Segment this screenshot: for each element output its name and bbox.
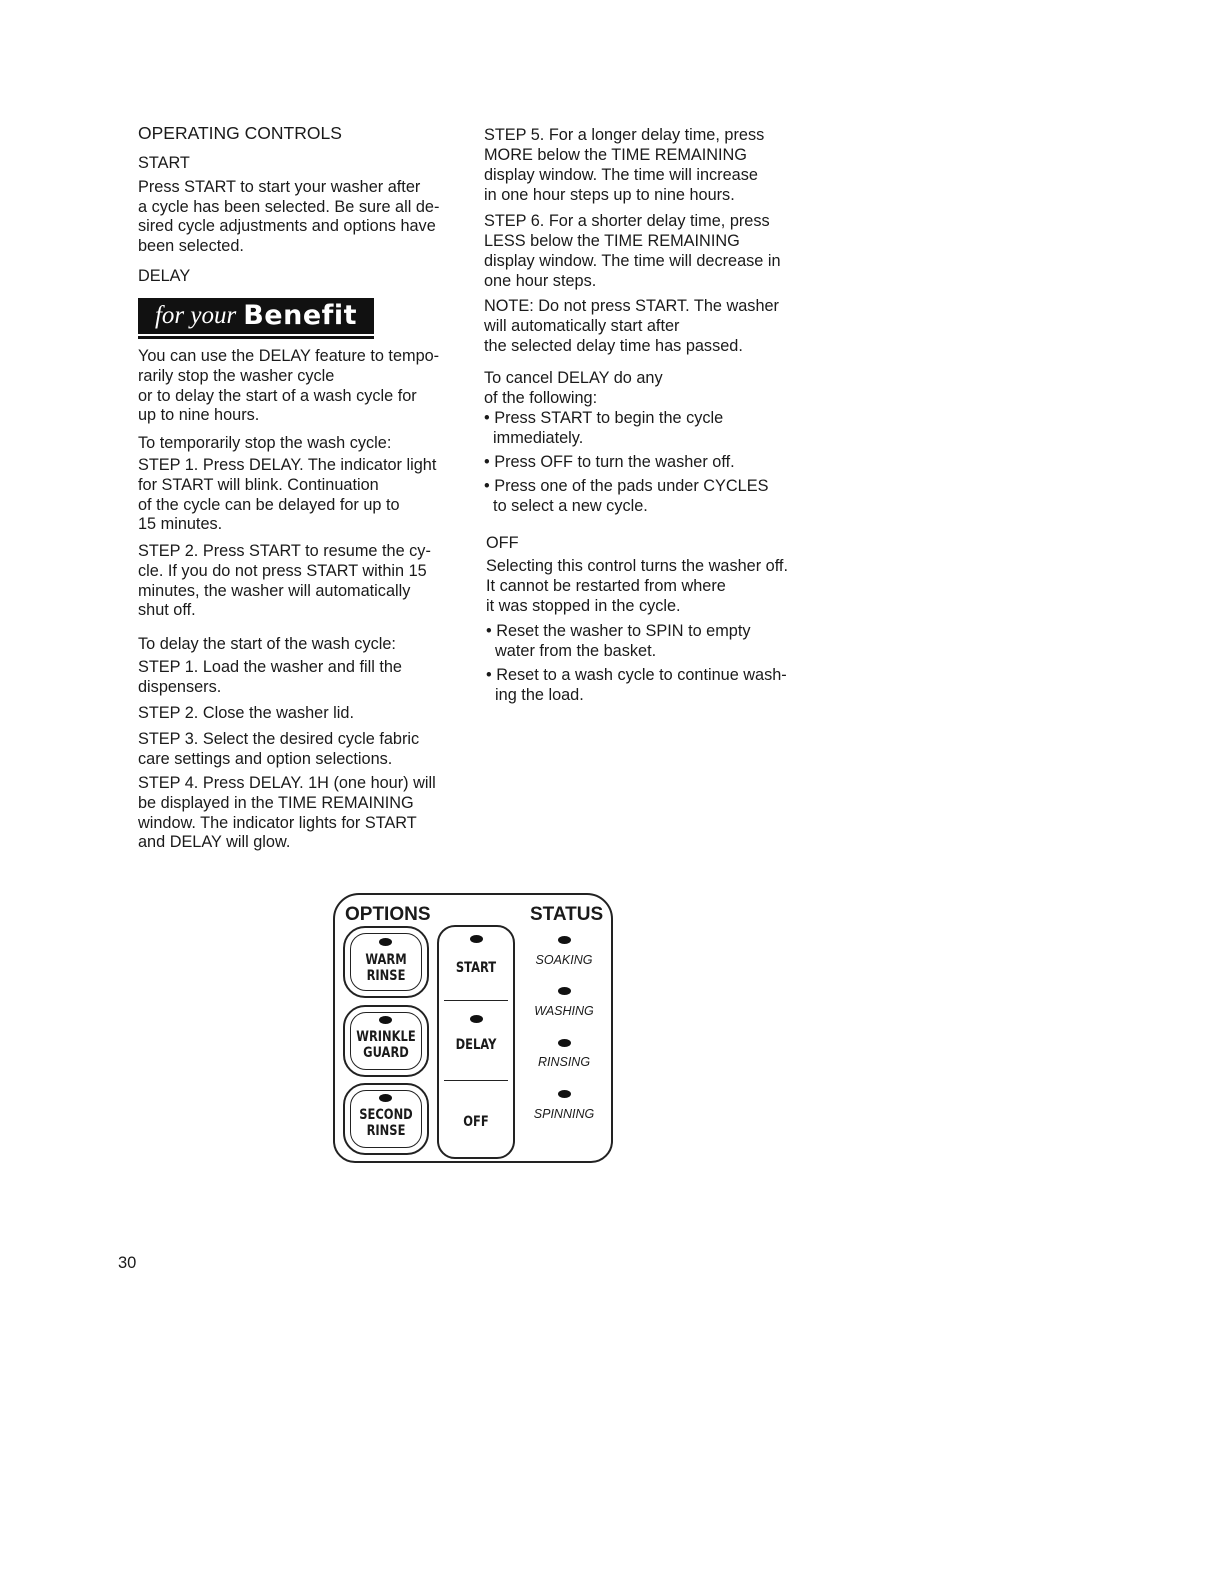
paragraph-line: it was stopped in the cycle. — [486, 597, 681, 615]
bullet-item: • Press one of the pads under CYCLES — [484, 477, 769, 495]
note-line: NOTE: Do not press START. The washer — [484, 297, 779, 315]
paragraph-line: Selecting this control turns the washer off. — [486, 557, 788, 575]
start-title: START — [138, 154, 190, 172]
paragraph-line: be displayed in the TIME REMAINING — [138, 794, 414, 812]
page-number: 30 — [118, 1254, 137, 1272]
bullet-item: • Reset to a wash cycle to continue wash- — [486, 666, 787, 684]
status-soaking: SOAKING — [535, 953, 593, 967]
paragraph-line: one hour steps. — [484, 272, 597, 290]
paragraph-line: and DELAY will glow. — [138, 833, 291, 851]
note-line: the selected delay time has passed. — [484, 337, 743, 355]
paragraph-line: in one hour steps up to nine hours. — [484, 186, 735, 204]
off-title: OFF — [486, 534, 519, 552]
paragraph-line: display window. The time will increase — [484, 166, 758, 184]
section-heading: OPERATING CONTROLS — [138, 123, 342, 143]
paragraph-line: STEP 4. Press DELAY. 1H (one hour) will — [138, 774, 436, 792]
paragraph-line: up to nine hours. — [138, 406, 260, 424]
divider — [444, 1000, 508, 1001]
status-washing: WASHING — [534, 1004, 594, 1018]
delay-indicator — [470, 1015, 483, 1023]
paragraph-line: STEP 3. Select the desired cycle fabric — [138, 730, 420, 748]
bullet-item: water from the basket. — [486, 642, 657, 660]
bullet-item: • Press START to begin the cycle — [484, 409, 724, 427]
paragraph-line: To cancel DELAY do any — [484, 369, 663, 387]
paragraph-line: It cannot be restarted from where — [486, 577, 726, 595]
start-indicator — [470, 935, 483, 943]
paragraph-line: of the following: — [484, 389, 598, 407]
start-line: sired cycle adjustments and options have — [138, 217, 436, 235]
delay-button[interactable]: DELAY — [455, 1037, 497, 1053]
paragraph-line: display window. The time will decrease in — [484, 252, 781, 270]
second-rinse-indicator — [379, 1094, 392, 1102]
note-line: will automatically start after — [484, 317, 680, 335]
paragraph-line: 15 minutes. — [138, 515, 223, 533]
start-line: a cycle has been selected. Be sure all de- — [138, 198, 440, 216]
status-label: STATUS — [530, 904, 604, 925]
warm-rinse-label: WARM RINSE — [365, 952, 407, 984]
paragraph-line: STEP 2. Close the washer lid. — [138, 704, 354, 722]
paragraph-line: dispensers. — [138, 678, 222, 696]
for-your-benefit-banner — [138, 298, 374, 336]
paragraph-line: To delay the start of the wash cycle: — [138, 635, 396, 653]
paragraph-line: You can use the DELAY feature to tempo- — [138, 347, 440, 365]
paragraph-line: STEP 5. For a longer delay time, press — [484, 126, 765, 144]
paragraph-line: or to delay the start of a wash cycle for — [138, 387, 417, 405]
delay-title: DELAY — [138, 267, 191, 285]
off-button[interactable]: OFF — [463, 1114, 489, 1130]
start-line: Press START to start your washer after — [138, 178, 421, 196]
start-button[interactable]: START — [455, 960, 497, 976]
warm-rinse-indicator — [379, 938, 392, 946]
benefit-script: for your — [154, 302, 237, 330]
bullet-item: • Reset the washer to SPIN to empty — [486, 622, 751, 640]
second-rinse-label: SECOND RINSE — [359, 1107, 413, 1139]
paragraph-line: rarily stop the washer cycle — [138, 367, 335, 385]
paragraph-line: of the cycle can be delayed for up to — [138, 496, 400, 514]
spinning-indicator — [558, 1090, 571, 1098]
paragraph-line: cle. If you do not press START within 15 — [138, 562, 427, 580]
rinsing-indicator — [558, 1039, 571, 1047]
options-label: OPTIONS — [345, 904, 431, 925]
paragraph-line: STEP 1. Press DELAY. The indicator light — [138, 456, 437, 474]
paragraph-line: care settings and option selections. — [138, 750, 393, 768]
status-spinning: SPINNING — [533, 1107, 595, 1121]
wrinkle-guard-indicator — [379, 1016, 392, 1024]
paragraph-line: LESS below the TIME REMAINING — [484, 232, 740, 250]
paragraph-line: window. The indicator lights for START — [138, 814, 417, 832]
paragraph-line: STEP 2. Press START to resume the cy- — [138, 542, 431, 560]
wrinkle-guard-label: WRINKLE GUARD — [356, 1029, 416, 1061]
bullet-item: immediately. — [484, 429, 584, 447]
paragraph-line: for START will blink. Continuation — [138, 476, 379, 494]
paragraph-line: STEP 6. For a shorter delay time, press — [484, 212, 770, 230]
bullet-item: • Press OFF to turn the washer off. — [484, 453, 735, 471]
soaking-indicator — [558, 936, 571, 944]
start-line: been selected. — [138, 237, 244, 255]
paragraph-line: MORE below the TIME REMAINING — [484, 146, 747, 164]
status-rinsing: RINSING — [537, 1055, 591, 1069]
divider — [444, 1080, 508, 1081]
bullet-item: to select a new cycle. — [484, 497, 648, 515]
paragraph-line: shut off. — [138, 601, 196, 619]
paragraph-line: To temporarily stop the wash cycle: — [138, 434, 392, 452]
paragraph-line: STEP 1. Load the washer and fill the — [138, 658, 402, 676]
paragraph-line: minutes, the washer will automatically — [138, 582, 411, 600]
washing-indicator — [558, 987, 571, 995]
benefit-main: Benefit — [243, 300, 358, 332]
bullet-item: ing the load. — [486, 686, 584, 704]
